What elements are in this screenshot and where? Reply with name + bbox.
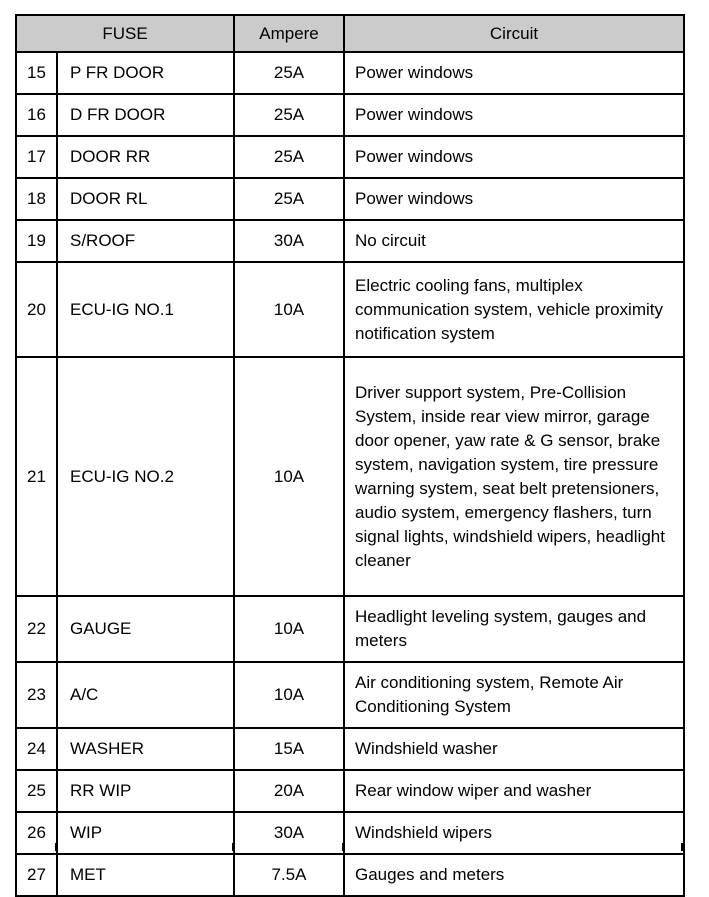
fuse-name-cell: DOOR RL: [57, 178, 234, 220]
table-row: [16, 220, 684, 262]
table-row: [16, 357, 684, 596]
fuse-name-cell: A/C: [57, 662, 234, 728]
table-row: [16, 770, 684, 812]
ampere-cell: 10A: [234, 662, 344, 728]
ampere-cell: 20A: [234, 770, 344, 812]
circuit-cell: Power windows: [344, 52, 684, 94]
fuse-number-cell: 16: [16, 94, 57, 136]
table-row: [16, 596, 684, 662]
fuse-name-cell: D FR DOOR: [57, 94, 234, 136]
circuit-cell: Power windows: [344, 94, 684, 136]
table-continuation-line: [232, 843, 234, 851]
ampere-column-header: Ampere: [234, 15, 344, 52]
table-row: [16, 136, 684, 178]
ampere-cell: 25A: [234, 52, 344, 94]
table-header-row: [16, 15, 684, 52]
fuse-number-cell: 26: [16, 812, 57, 854]
circuit-cell: No circuit: [344, 220, 684, 262]
fuse-name-cell: ECU-IG NO.1: [57, 262, 234, 357]
table-row: [16, 262, 684, 357]
fuse-name-cell: RR WIP: [57, 770, 234, 812]
circuit-cell: Air conditioning system, Remote Air Conditioning System: [344, 662, 684, 728]
table-row: [16, 854, 684, 896]
table-row: [16, 52, 684, 94]
fuse-name-cell: DOOR RR: [57, 136, 234, 178]
table-continuation-line: [681, 843, 683, 851]
table-continuation-line: [342, 843, 344, 851]
ampere-cell: 10A: [234, 262, 344, 357]
circuit-cell: Power windows: [344, 178, 684, 220]
ampere-cell: 25A: [234, 94, 344, 136]
circuit-column-header: Circuit: [344, 15, 684, 52]
fuse-number-cell: 23: [16, 662, 57, 728]
ampere-cell: 15A: [234, 728, 344, 770]
fuse-number-cell: 24: [16, 728, 57, 770]
ampere-cell: 25A: [234, 136, 344, 178]
circuit-cell: Windshield wipers: [344, 812, 684, 854]
fuse-number-cell: 17: [16, 136, 57, 178]
circuit-cell: Driver support system, Pre-Collision System, inside rear view mirror, garage door opener, yaw rate & G sensor, brake system, navigation system, tire pressure warning system, seat belt pretensioners, audio system, emergency flashers, turn signal lights, windshield wipers, headlight cleaner: [344, 357, 684, 596]
fuse-number-cell: 25: [16, 770, 57, 812]
ampere-cell: 10A: [234, 357, 344, 596]
fuse-number-cell: 18: [16, 178, 57, 220]
circuit-cell: Rear window wiper and washer: [344, 770, 684, 812]
table-row: [16, 662, 684, 728]
fuse-name-cell: GAUGE: [57, 596, 234, 662]
table-row: [16, 812, 684, 854]
fuse-name-cell: S/ROOF: [57, 220, 234, 262]
ampere-cell: 7.5A: [234, 854, 344, 896]
ampere-cell: 30A: [234, 220, 344, 262]
fuse-name-cell: WASHER: [57, 728, 234, 770]
fuse-number-cell: 22: [16, 596, 57, 662]
circuit-cell: Windshield washer: [344, 728, 684, 770]
circuit-cell: Headlight leveling system, gauges and meters: [344, 596, 684, 662]
fuse-name-cell: MET: [57, 854, 234, 896]
fuse-number-cell: 27: [16, 854, 57, 896]
table-continuation-line: [55, 843, 57, 851]
table-continuation-line: [15, 843, 17, 851]
fuse-specification-table: [15, 14, 685, 897]
fuse-number-cell: 20: [16, 262, 57, 357]
circuit-cell: Electric cooling fans, multiplex communication system, vehicle proximity notification system: [344, 262, 684, 357]
table-row: [16, 178, 684, 220]
fuse-number-cell: 21: [16, 357, 57, 596]
circuit-cell: Power windows: [344, 136, 684, 178]
fuse-number-cell: 15: [16, 52, 57, 94]
ampere-cell: 30A: [234, 812, 344, 854]
ampere-cell: 25A: [234, 178, 344, 220]
ampere-cell: 10A: [234, 596, 344, 662]
fuse-name-cell: ECU-IG NO.2: [57, 357, 234, 596]
table-row: [16, 728, 684, 770]
fuse-column-header: FUSE: [16, 15, 234, 52]
fuse-name-cell: P FR DOOR: [57, 52, 234, 94]
circuit-cell: Gauges and meters: [344, 854, 684, 896]
fuse-number-cell: 19: [16, 220, 57, 262]
fuse-name-cell: WIP: [57, 812, 234, 854]
table-row: [16, 94, 684, 136]
